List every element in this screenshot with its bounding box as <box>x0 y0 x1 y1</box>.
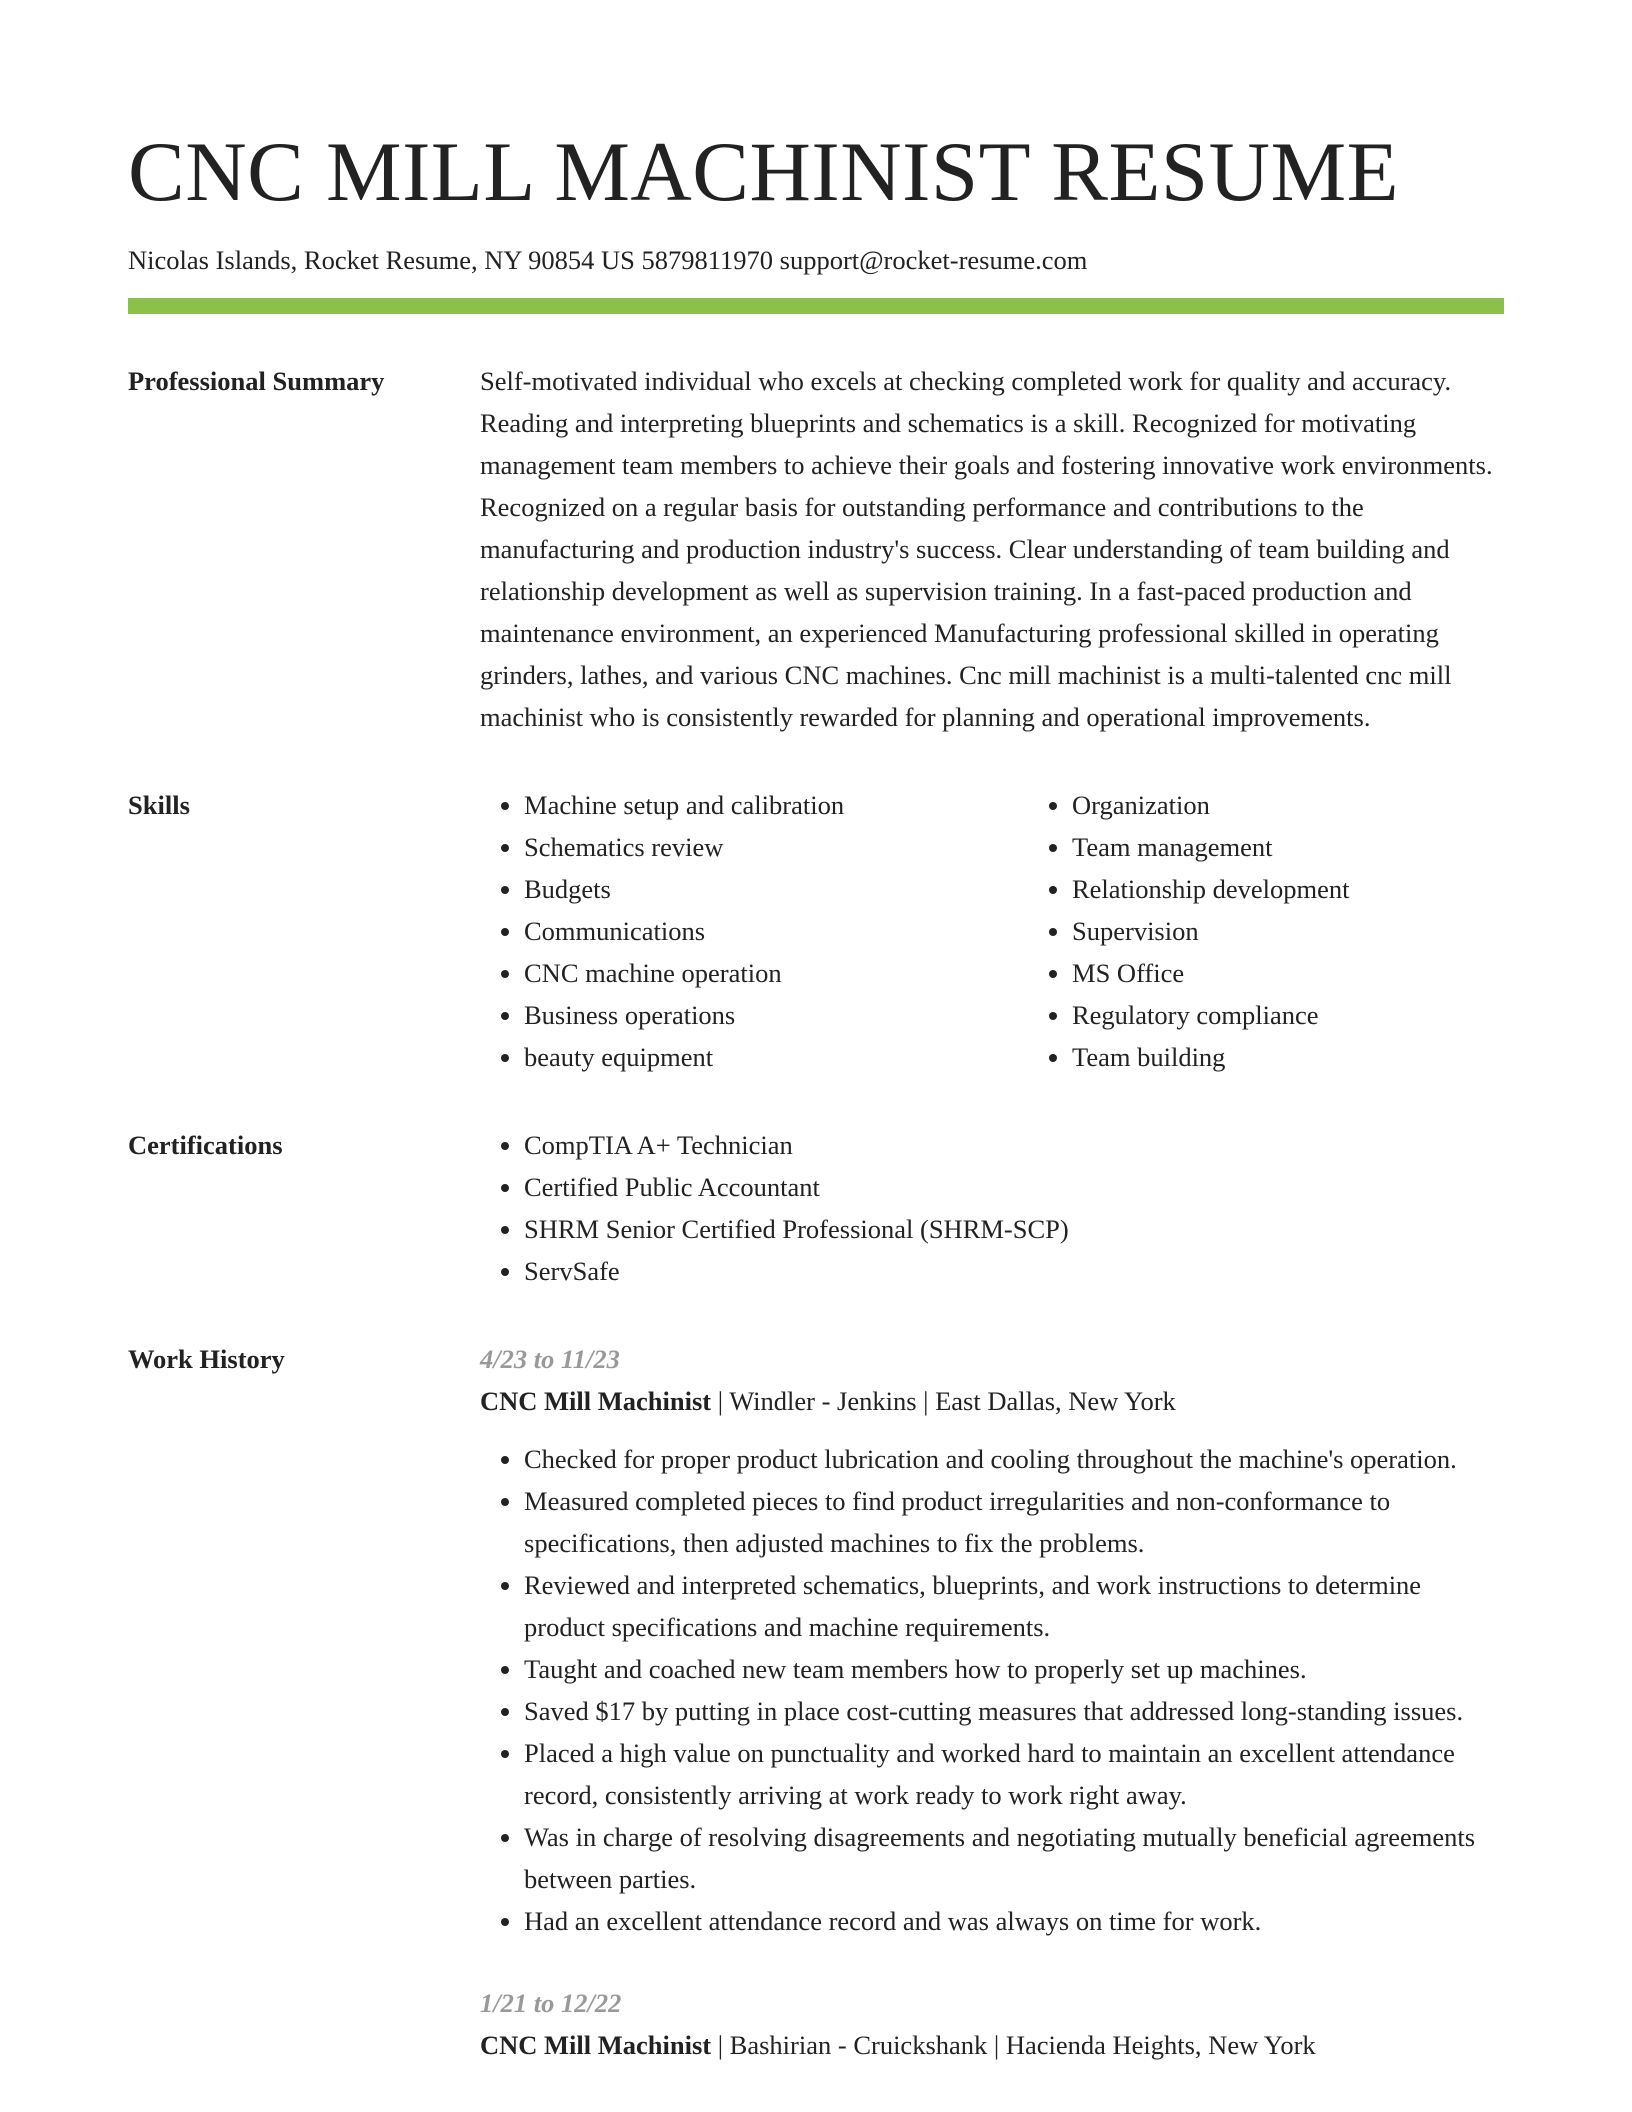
summary-heading: Professional Summary <box>128 366 385 396</box>
accent-divider <box>128 298 1504 314</box>
summary-text: Self-motivated individual who excels at checking completed work for quality and accuracy. Reading and interpreting blueprints and schematics is a skill. Recognized for motivating management team members to achieve their goals and fostering innovative work environments. Recognized on a regular basis for outstanding performance and contributions to the manufacturing and production industry's success. Clear understanding of team building and relationship development as well as supervision training. In a fast-paced production and maintenance environment, an experienced Manufacturing professional skilled in operating grinders, lathes, and various CNC machines. Cnc mill machinist is a multi-talented cnc mill machinist who is consistently rewarded for planning and operational improvements. <box>480 366 1493 732</box>
skills-section <box>128 784 1504 1078</box>
job-employer-location: | Windler - Jenkins | East Dallas, New York <box>711 1386 1176 1416</box>
certification-item: • Certified Public Accountant <box>524 1166 1504 1208</box>
job-duty-item: • Had an excellent attendance record and was always on time for work. <box>524 1900 1504 1942</box>
skill-item: • Relationship development <box>1072 868 1572 910</box>
skills-list-left <box>480 784 1028 1078</box>
job-duty-item: • Checked for proper product lubrication and cooling throughout the machine's operation. <box>524 1438 1504 1480</box>
skill-item: • Communications <box>524 910 1028 952</box>
skill-item: • Team management <box>1072 826 1572 868</box>
skill-item: • Schematics review <box>524 826 1028 868</box>
resume-page <box>128 0 1504 2066</box>
skill-item: • CNC machine operation <box>524 952 1028 994</box>
certification-item: • ServSafe <box>524 1250 1504 1292</box>
skills-heading: Skills <box>128 790 190 820</box>
certifications-list <box>480 1124 1504 1292</box>
job-duty-item: • Measured completed pieces to find product irregularities and non-conformance to specifications, then adjusted machines to fix the problems. <box>524 1480 1504 1564</box>
skill-item: • Machine setup and calibration <box>524 784 1028 826</box>
job-entry <box>480 1338 1504 1942</box>
skill-item: • beauty equipment <box>524 1036 1028 1078</box>
resume-title: CNC MILL MACHINIST RESUME <box>128 125 1400 219</box>
job-header <box>480 2024 1504 2066</box>
summary-section <box>128 360 1504 738</box>
job-duty-item: • Was in charge of resolving disagreements and negotiating mutually beneficial agreements between parties. <box>524 1816 1504 1900</box>
skill-item: • Budgets <box>524 868 1028 910</box>
work-history-heading: Work History <box>128 1344 285 1374</box>
job-dates: 4/23 to 11/23 <box>480 1344 620 1374</box>
contact-line: Nicolas Islands, Rocket Resume, NY 90854 US 5879811970 support@rocket-resume.com <box>128 245 1088 275</box>
certification-item: • SHRM Senior Certified Professional (SHRM-SCP) <box>524 1208 1504 1250</box>
certifications-heading: Certifications <box>128 1130 283 1160</box>
skill-item: • Supervision <box>1072 910 1572 952</box>
job-title: CNC Mill Machinist <box>480 2030 712 2060</box>
skill-item: • Team building <box>1072 1036 1572 1078</box>
job-employer-location: | Bashirian - Cruickshank | Hacienda Heights, New York <box>711 2030 1316 2060</box>
skill-item: • Organization <box>1072 784 1572 826</box>
job-duty-item: • Taught and coached new team members how to properly set up machines. <box>524 1648 1504 1690</box>
skill-item: • Business operations <box>524 994 1028 1036</box>
certification-item: • CompTIA A+ Technician <box>524 1124 1504 1166</box>
job-title: CNC Mill Machinist <box>480 1386 712 1416</box>
job-duties-list <box>480 1438 1504 1942</box>
skills-list-right <box>1028 784 1572 1078</box>
job-duty-item: • Reviewed and interpreted schematics, blueprints, and work instructions to determine product specifications and machine requirements. <box>524 1564 1504 1648</box>
work-history-section <box>128 1338 1504 2066</box>
job-dates: 1/21 to 12/22 <box>480 1988 622 2018</box>
job-duty-item: • Placed a high value on punctuality and worked hard to maintain an excellent attendance record, consistently arriving at work ready to work right away. <box>524 1732 1504 1816</box>
job-header <box>480 1380 1504 1422</box>
job-entry <box>480 1982 1504 2066</box>
skill-item: • Regulatory compliance <box>1072 994 1572 1036</box>
certifications-section <box>128 1124 1504 1292</box>
job-duty-item: • Saved $17 by putting in place cost-cutting measures that addressed long-standing issues. <box>524 1690 1504 1732</box>
skill-item: • MS Office <box>1072 952 1572 994</box>
